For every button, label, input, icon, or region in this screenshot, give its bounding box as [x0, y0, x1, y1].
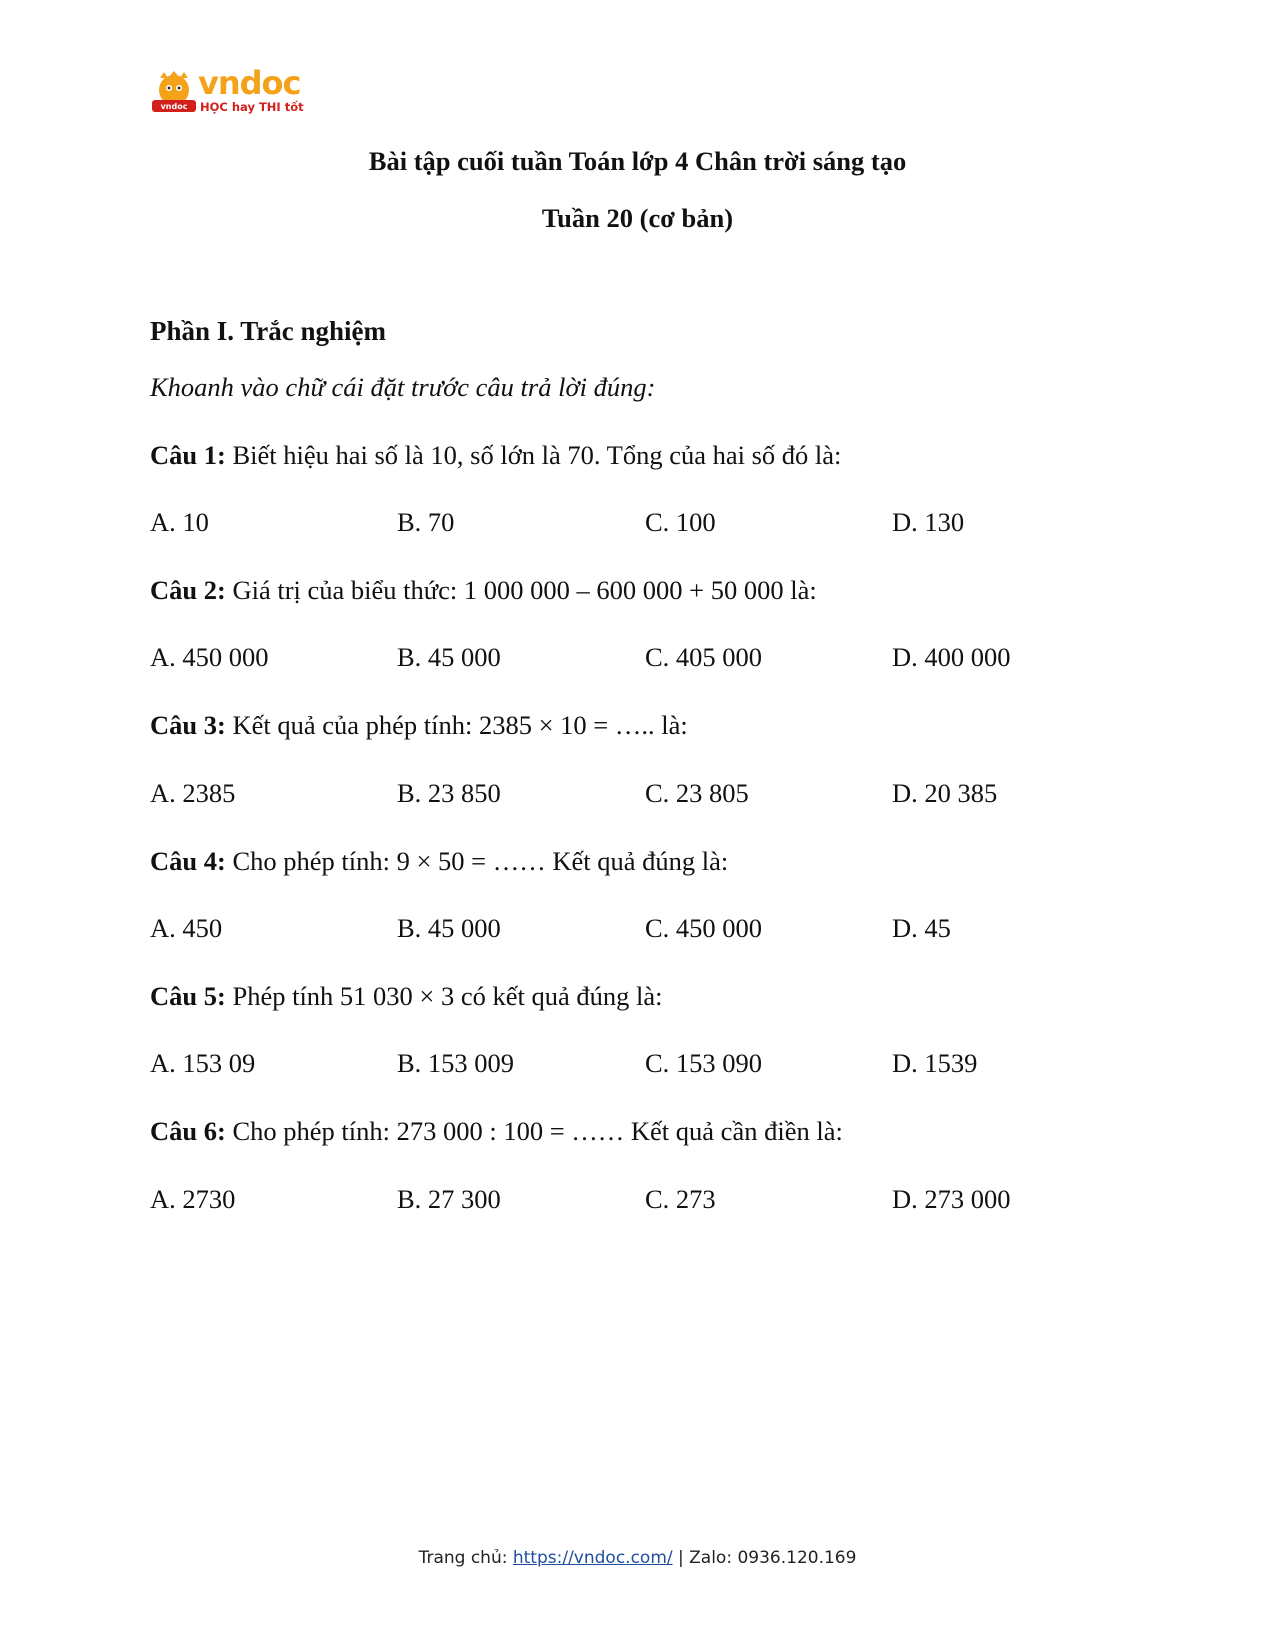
option-5a: A. 153 09	[150, 1048, 256, 1078]
option-3b: B. 23 850	[397, 778, 501, 808]
page-subtitle: Tuần 20 (cơ bản)	[541, 203, 734, 233]
option-1c: C. 100	[645, 507, 716, 537]
logo-tagline: HỌC hay THI tốt	[200, 100, 304, 114]
instruction-text: Khoanh vào chữ cái đặt trước câu trả lời đúng:	[150, 372, 656, 402]
svg-text:vndoc: vndoc	[160, 102, 188, 111]
option-1a: A. 10	[150, 507, 209, 537]
option-6d: D. 273 000	[892, 1184, 1011, 1214]
option-4c: C. 450 000	[645, 913, 763, 943]
option-3a: A. 2385	[150, 778, 236, 808]
option-1d: D. 130	[892, 507, 965, 537]
question-4: Câu 4: Cho phép tính: 9 × 50 = …… Kết quả đúng là:	[150, 846, 729, 876]
question-6: Câu 6: Cho phép tính: 273 000 : 100 = …… Kết quả cần điền là:	[150, 1116, 843, 1146]
option-6a: A. 2730	[150, 1184, 236, 1214]
page-title: Bài tập cuối tuần Toán lớp 4 Chân trời sáng tạo	[368, 146, 907, 176]
question-5: Câu 5: Phép tính 51 030 × 3 có kết quả đúng là:	[150, 981, 663, 1011]
option-5d: D. 1539	[892, 1048, 978, 1078]
page-footer	[0, 1548, 1275, 1568]
option-4b: B. 45 000	[397, 913, 501, 943]
vndoc-logo	[150, 64, 310, 122]
option-1b: B. 70	[397, 507, 455, 537]
question-1: Câu 1: Biết hiệu hai số là 10, số lớn là 70. Tổng của hai số đó là:	[150, 440, 842, 470]
option-2c: C. 405 000	[645, 642, 763, 672]
footer-prefix: Trang chủ:	[418, 1548, 513, 1568]
homepage-link[interactable]: https://vndoc.com/	[512, 1548, 673, 1568]
option-3d: D. 20 385	[892, 778, 998, 808]
option-3c: C. 23 805	[645, 778, 749, 808]
section-heading: Phần I. Trắc nghiệm	[150, 316, 387, 346]
option-5c: C. 153 090	[645, 1048, 763, 1078]
mascot-icon	[150, 70, 198, 116]
option-6b: B. 27 300	[397, 1184, 501, 1214]
option-4d: D. 45	[892, 913, 951, 943]
option-2b: B. 45 000	[397, 642, 501, 672]
option-6c: C. 273	[645, 1184, 716, 1214]
question-3: Câu 3: Kết quả của phép tính: 2385 × 10 = ….. là:	[150, 710, 688, 740]
option-2a: A. 450 000	[150, 642, 269, 672]
logo-wordmark: vndoc	[198, 64, 301, 102]
option-5b: B. 153 009	[397, 1048, 515, 1078]
question-2: Câu 2: Giá trị của biểu thức: 1 000 000 – 600 000 + 50 000 là:	[150, 575, 817, 605]
option-2d: D. 400 000	[892, 642, 1011, 672]
option-4a: A. 450	[150, 913, 223, 943]
footer-contact: | Zalo: 0936.120.169	[672, 1548, 857, 1568]
